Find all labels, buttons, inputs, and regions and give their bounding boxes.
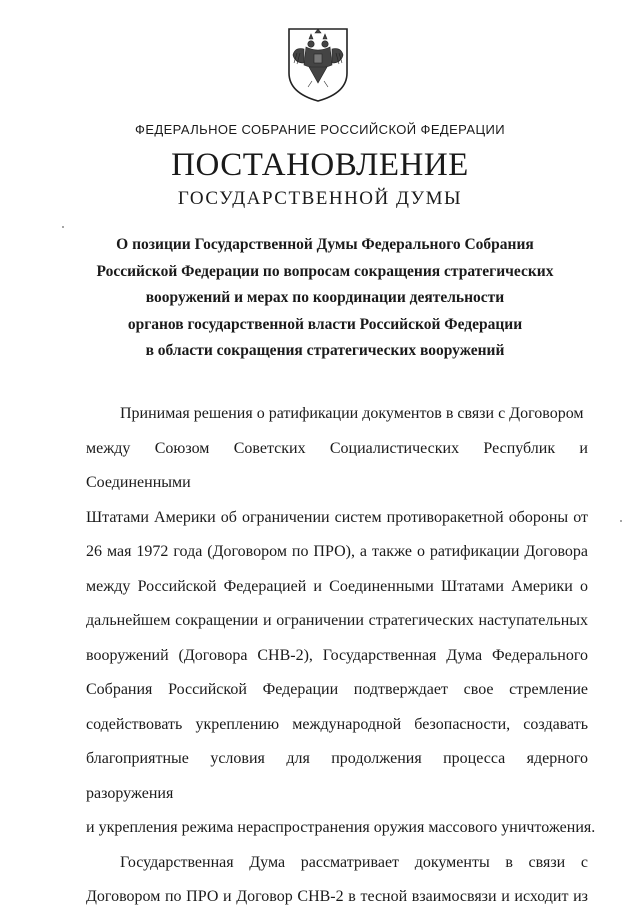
title-line: вооружений и мерах по координации деятельности <box>145 289 505 306</box>
paragraph-line: 26 мая 1972 года (Договором по ПРО), а также о ратификации Договора <box>86 543 588 560</box>
paragraph-line: Принимая решения о ратификации документов в связи с Договором <box>120 405 584 422</box>
document-body <box>86 397 596 915</box>
scan-speck <box>620 520 622 522</box>
title-line: О позиции Государственной Думы Федерального Собрания <box>116 236 534 253</box>
resolution-title <box>60 232 590 365</box>
paragraph-line: и укрепления режима нераспространения оружия массового уничтожения. <box>86 819 596 836</box>
organization-name: ФЕДЕРАЛЬНОЕ СОБРАНИЕ РОССИЙСКОЙ ФЕДЕРАЦИИ <box>135 122 505 137</box>
paragraph-line: благоприятные условия для продолжения процесса ядерного разоружения <box>86 750 588 802</box>
title-line: в области сокращения стратегических вооружений <box>145 342 505 359</box>
paragraph-line: Государственная Дума рассматривает документы в связи с <box>120 853 588 871</box>
document-type: ПОСТАНОВЛЕНИЕ <box>171 147 469 183</box>
title-line: органов государственной власти Российской Федерации <box>127 315 523 333</box>
paragraph-line: дальнейшем сокращении и ограничении стратегических наступательных <box>86 612 588 629</box>
document-issuer: ГОСУДАРСТВЕННОЙ ДУМЫ <box>177 188 463 209</box>
title-line: Российской Федерации по вопросам сокращения стратегических <box>96 262 554 280</box>
paragraph-line: вооружений (Договора СНВ-2), Государственная Дума Федерального <box>86 646 588 664</box>
paragraph-line: Договором по ПРО и Договор СНВ-2 в тесной взаимосвязи и исходит из <box>86 888 588 905</box>
paragraph-line: Собрания Российской Федерации подтверждает свое стремление <box>86 681 588 698</box>
paragraph-line: содействовать укреплению международной безопасности, создавать <box>86 715 588 733</box>
paragraph-line: между Союзом Советских Социалистических Республик и Соединенными <box>86 439 588 491</box>
paragraph-line: Штатами Америки об ограничении систем противоракетной обороны от <box>86 508 588 526</box>
scan-speck <box>62 226 64 228</box>
paragraph-line: между Российской Федерацией и Соединенными Штатами Америки о <box>86 577 588 595</box>
russian-coat-of-arms-icon <box>283 25 353 103</box>
